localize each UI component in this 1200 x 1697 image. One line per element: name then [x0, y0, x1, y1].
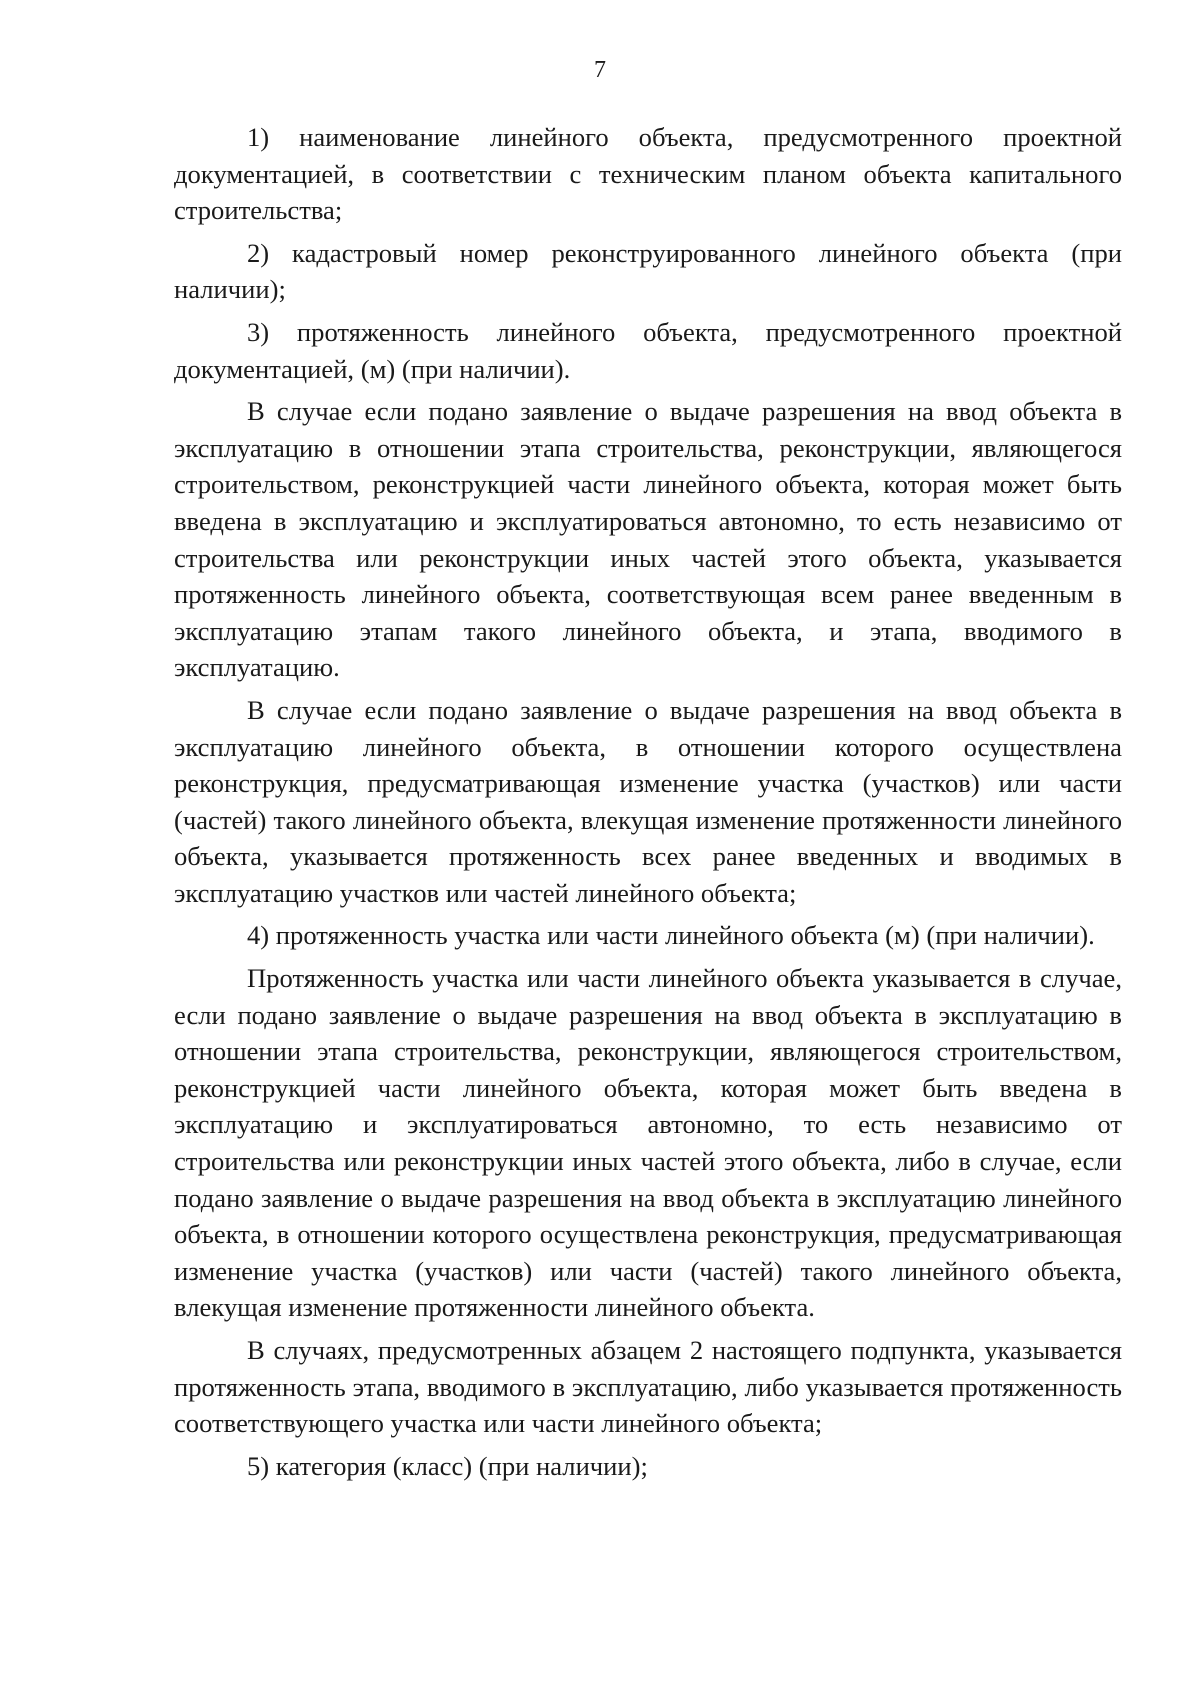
document-body: [174, 119, 1122, 1490]
paragraph-item-1: 1) наименование линейного объекта, предусмотренного проектной документацией, в соответствии с техническим планом объекта капитального строительства;: [174, 122, 1122, 226]
paragraph-section-length: Протяженность участка или части линейного объекта указывается в случае, если подано заявление о выдаче разрешения на ввод объекта в эксплуатацию в отношении этапа строительства, реконструкции, являющегося строительством, реконструкцией части линейного объекта, которая может быть введена в эксплуатацию и эксплуатироваться автономно, то есть независимо от строительства или реконструкции иных частей этого объекта, либо в случае, если подано заявление о выдаче разрешения на ввод объекта в эксплуатацию линейного объекта, в отношении которого осуществлена реконструкция, предусматривающая изменение участка (участков) или части (частей) такого линейного объекта, влекущая изменение протяженности линейного объекта.: [174, 963, 1122, 1323]
paragraph-cases: В случаях, предусмотренных абзацем 2 настоящего подпункта, указывается протяженность этапа, вводимого в эксплуатацию, либо указывается протяженность соответствующего участка или части линейного объекта;: [174, 1335, 1122, 1439]
paragraph-item-3: 3) протяженность линейного объекта, предусмотренного проектной документацией, (м) (при наличии).: [174, 316, 1122, 384]
page-number: 7: [594, 57, 606, 83]
paragraph-item-2: 2) кадастровый номер реконструированного линейного объекта (при наличии);: [174, 237, 1122, 305]
paragraph-item-4: 4) протяженность участка или части линейного объекта (м) (при наличии).: [247, 920, 1095, 951]
paragraph-reconstruction-length: В случае если подано заявление о выдаче разрешения на ввод объекта в эксплуатацию линейного объекта, в отношении которого осуществлена реконструкция, предусматривающая изменение участка (участков) или части (частей) такого линейного объекта, влекущая изменение протяженности линейного объекта, указывается протяженность всех ранее введенных и вводимых в эксплуатацию участков или частей линейного объекта;: [174, 694, 1122, 908]
paragraph-stage-length: В случае если подано заявление о выдаче разрешения на ввод объекта в эксплуатацию в отношении этапа строительства, реконструкции, являющегося строительством, реконструкцией части линейного объекта, которая может быть введена в эксплуатацию и эксплуатироваться автономно, то есть независимо от строительства или реконструкции иных частей этого объекта, указывается протяженность линейного объекта, соответствующая всем ранее введенным в эксплуатацию этапам такого линейного объекта, и этапа, вводимого в эксплуатацию.: [174, 396, 1122, 683]
paragraph-item-5: 5) категория (класс) (при наличии);: [247, 1450, 648, 1481]
